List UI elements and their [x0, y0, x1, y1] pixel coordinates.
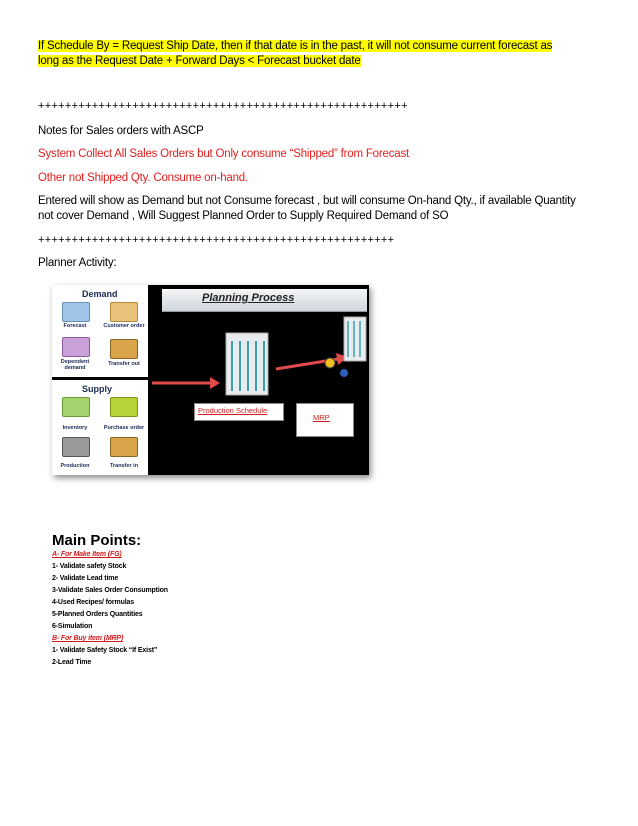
transfer-out-icon — [110, 339, 138, 359]
list-item: 2-Lead Time — [52, 659, 92, 666]
production-label: Production — [60, 463, 90, 469]
truck-icon — [110, 397, 138, 417]
section-a-heading: A- For Make Item (FG) — [52, 551, 122, 558]
separator-1: +++++++++++++++++++++++++++++++++++++++++++++++++++++++ — [38, 100, 408, 112]
forecast-chart-icon — [62, 302, 90, 322]
demand-supply-panel — [52, 285, 148, 475]
section-divider — [52, 377, 148, 380]
gear-icon — [325, 358, 335, 368]
planning-process-diagram — [52, 285, 369, 475]
customer-order-icon — [110, 302, 138, 322]
notes-heading: Notes for Sales orders with ASCP — [38, 125, 204, 137]
list-item: 4-Used Recipes/ formulas — [52, 599, 134, 606]
paragraph-entered — [38, 194, 576, 224]
transfer-in-icon — [110, 437, 138, 457]
production-schedule-label: Production Schedule — [198, 406, 268, 415]
list-item: 1- Validate Safety Stock “If Exist” — [52, 647, 158, 654]
mrp-box — [296, 403, 354, 437]
dependent-demand-label: Dependent demand — [60, 359, 90, 371]
transfer-in-label: Transfer in — [109, 463, 139, 469]
inventory-label: Inventory — [62, 425, 88, 431]
database-icon — [340, 369, 348, 377]
list-item: 2- Validate Lead time — [52, 575, 119, 582]
mrp-label: MRP — [313, 413, 330, 422]
dependent-demand-icon — [62, 337, 90, 357]
planning-process-header — [162, 289, 367, 312]
supply-title: Supply — [82, 384, 113, 394]
entered-line-2: not cover Demand , Will Suggest Planned Order to Supply Required Demand of SO — [38, 210, 449, 222]
list-item: 1- Validate safety Stock — [52, 563, 127, 570]
arrow-head-1-icon — [210, 377, 220, 389]
list-item: 5-Planned Orders Quantities — [52, 611, 143, 618]
inventory-icon — [62, 397, 90, 417]
paragraph-schedule-by — [38, 39, 552, 69]
highlight-line-2: long as the Request Date + Forward Days < Forecast bucket date — [38, 55, 361, 67]
red-note-1: System Collect All Sales Orders but Only consume “Shipped” from Forecast — [38, 148, 409, 160]
list-item: 3-Validate Sales Order Consumption — [52, 587, 168, 594]
highlight-line-1: If Schedule By = Request Ship Date, then if that date is in the past, it will not consume current forecast as — [38, 40, 553, 52]
entered-line-1: Entered will show as Demand but not Consume forecast , but will consume On-hand Qty., if available Quantity — [38, 195, 576, 207]
transfer-out-label: Transfer out — [108, 361, 140, 367]
purchase-order-label: Purchase order — [103, 425, 145, 431]
demand-title: Demand — [82, 289, 118, 299]
planner-activity-label: Planner Activity: — [38, 257, 117, 269]
planning-process-title: Planning Process — [202, 292, 295, 304]
red-note-2: Other not Shipped Qty. Consume on-hand. — [38, 172, 248, 184]
production-schedule-box — [194, 403, 284, 421]
customer-order-label: Customer order — [103, 323, 145, 329]
list-item: 6-Simulation — [52, 623, 93, 630]
main-points-title: Main Points: — [52, 532, 142, 549]
production-icon — [62, 437, 90, 457]
separator-2: +++++++++++++++++++++++++++++++++++++++++++++++++++++ — [38, 234, 395, 246]
process-flow-graphic — [148, 311, 369, 475]
section-b-heading: B- For Buy item (MRP) — [52, 635, 124, 642]
forecast-label: Forecast — [63, 323, 87, 329]
